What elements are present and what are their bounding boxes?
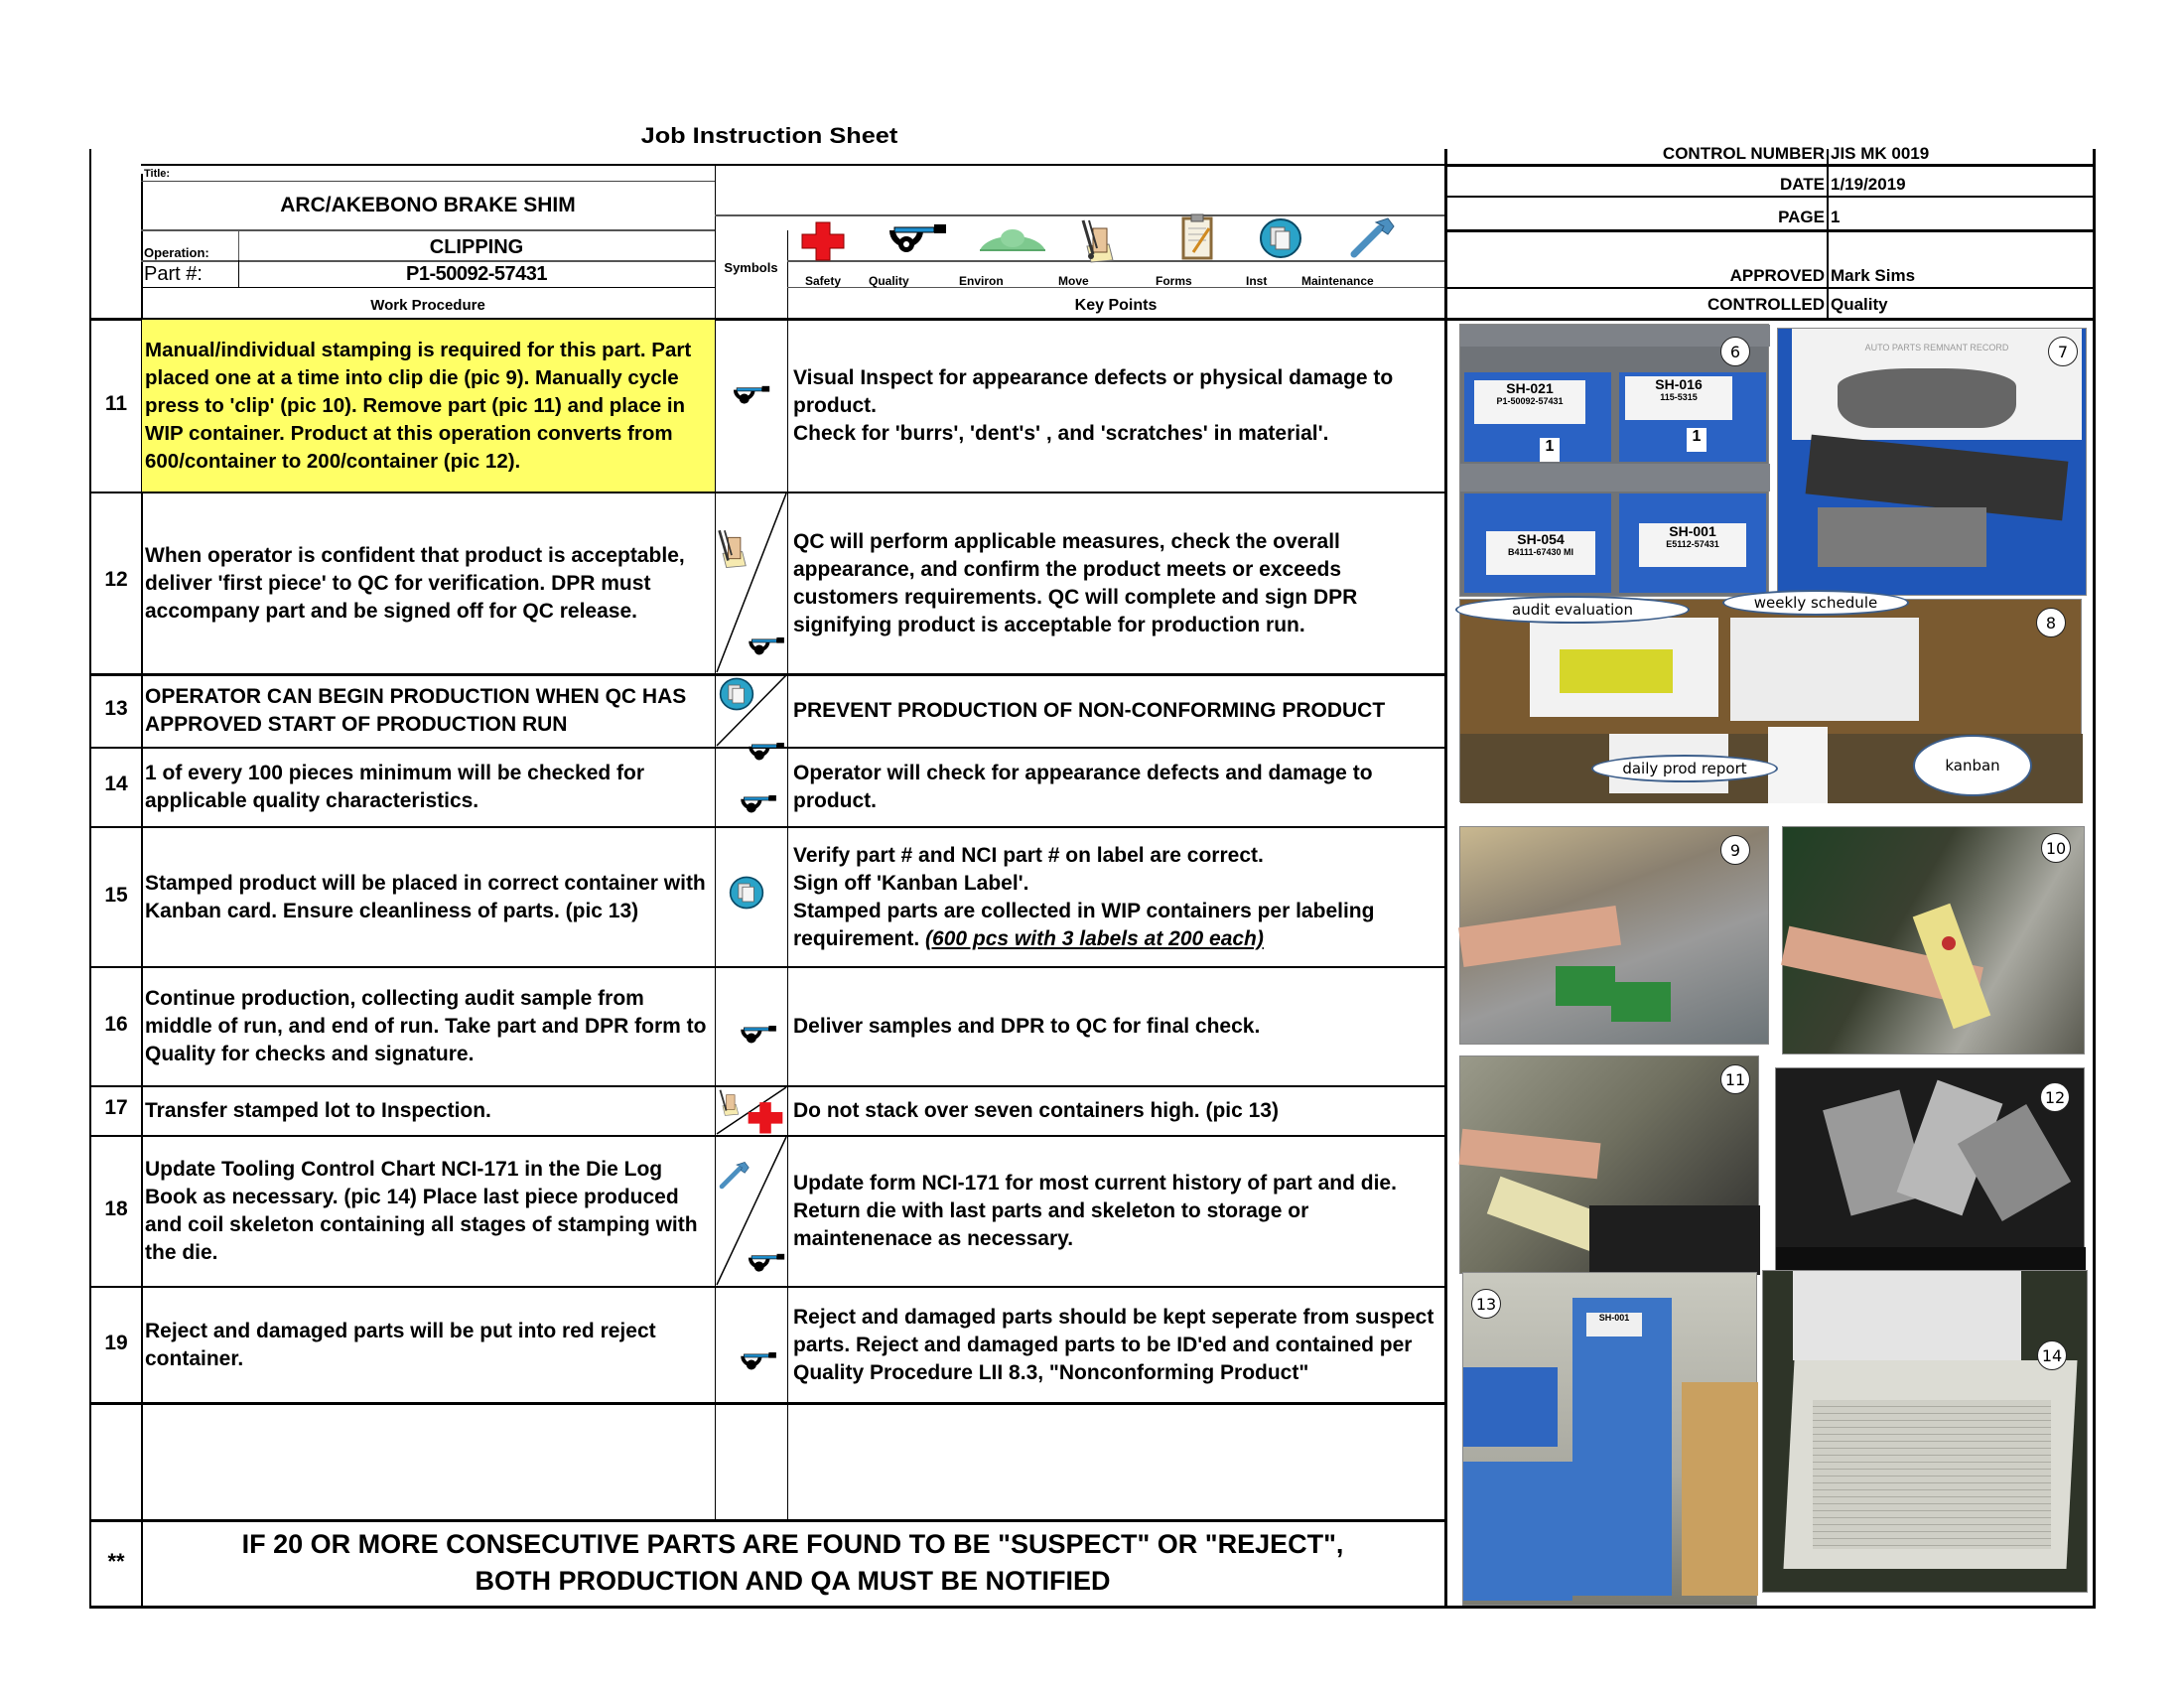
page-label: PAGE	[1778, 208, 1825, 226]
operation-label: Operation:	[144, 245, 209, 260]
step-key-points: Verify part # and NCI part # on label are correct. Sign off 'Kanban Label'. Stamped parts are collected in WIP containers per labeling requirement. (600 pcs with 3 labels at 200 each)	[793, 843, 1375, 950]
symbols-header: Symbols	[724, 260, 778, 275]
photo-11-remove-part	[1459, 1055, 1759, 1274]
photo-10-cycle-press	[1782, 826, 2085, 1055]
control-line-4	[1444, 287, 2095, 289]
maintenance-wrench-icon	[718, 1159, 751, 1193]
legend-inst-document-icon	[1259, 218, 1302, 258]
left-border	[89, 149, 91, 1609]
controlled-value: Quality	[1831, 295, 1888, 314]
row-divider-blank	[89, 1519, 1444, 1522]
photo-14-die-log-book	[1762, 1270, 2088, 1593]
photo-number-badge: 8	[2036, 608, 2066, 637]
legend-environ-leaf-icon	[978, 226, 1047, 258]
photo-number-badge: 9	[1720, 835, 1750, 865]
clipped-heading: Job Instruction Sheet	[640, 123, 898, 148]
photo-9-clip-die	[1459, 826, 1769, 1045]
footer-marker: **	[107, 1549, 125, 1574]
title-bottom-line	[141, 229, 715, 231]
footer-warning: IF 20 OR MORE CONSECUTIVE PARTS ARE FOUND TO BE "SUSPECT" OR "REJECT", BOTH PRODUCTION AND QA MUST BE NOTIFIED	[241, 1529, 1344, 1596]
step-number: 13	[104, 697, 128, 720]
step-number: 17	[104, 1096, 128, 1119]
photo-number-badge: 6	[1720, 337, 1750, 366]
step-number: 12	[104, 568, 128, 591]
control-number-label: CONTROL NUMBER	[1662, 144, 1825, 163]
work-procedure-header: Work Procedure	[370, 297, 485, 314]
quality-micrometer-icon	[747, 637, 788, 657]
legend-safety-icon	[800, 220, 846, 260]
step-number: 11	[104, 392, 128, 415]
right-panel-divider	[1444, 149, 1447, 1609]
step-number: 16	[104, 1013, 128, 1036]
step-key-points: Deliver samples and DPR to QC for final check.	[793, 1015, 1261, 1038]
operation-bottom-line	[141, 260, 715, 262]
step-key-points: QC will perform applicable measures, check the overall appearance, and confirm the product meets or exceeds customers requirements. QC will complete and sign DPR signifying product is acceptable for production run.	[793, 529, 1358, 636]
step-procedure: 1 of every 100 pieces minimum will be checked for applicable quality characteristics.	[145, 762, 645, 812]
photo-7-shims-in-bin: AUTO PARTS REMNANT RECORD 7	[1777, 328, 2087, 596]
quality-micrometer-icon	[747, 743, 788, 763]
legend-forms-clipboard-icon	[1181, 212, 1213, 260]
control-line-2	[1444, 196, 2095, 198]
callout-audit-evaluation: audit evaluation	[1455, 596, 1690, 624]
quality-micrometer-icon	[732, 385, 773, 407]
photo-number-badge: 10	[2041, 833, 2071, 863]
page-value: 1	[1831, 208, 1841, 226]
step-procedure: Continue production, collecting audit sample from middle of run, and end of run. Take part and DPR form to Quality for checks and signature.	[145, 987, 707, 1065]
right-border	[2093, 149, 2096, 1609]
step-procedure: Transfer stamped lot to Inspection.	[145, 1099, 491, 1122]
move-hand-truck-icon	[716, 528, 748, 568]
step-key-points: Reject and damaged parts should be kept seperate from suspect parts. Reject and damaged parts to be ID'ed and contained per Quality Procedure LII 8.3, "Nonconforming Product"	[793, 1305, 1434, 1384]
part-number: P1-50092-57431	[405, 263, 547, 285]
photo-number-badge: 11	[1720, 1064, 1750, 1094]
symbols-right-divider	[787, 230, 788, 1519]
step-key-points: Update form NCI-171 for most current history of part and die. Return die with last parts and skeleton to storage or maintenenace as necessary.	[793, 1172, 1397, 1250]
step-procedure: When operator is confident that product is acceptable, deliver 'first piece' to QC for verification. DPR must accompany part and be signed off for QC release.	[145, 543, 685, 623]
symbols-top-line	[715, 214, 1444, 216]
legend-label-move: Move	[1058, 274, 1089, 288]
approved-label: APPROVED	[1729, 266, 1825, 285]
legend-quality-micrometer-icon	[887, 224, 952, 256]
inst-document-icon	[729, 876, 764, 910]
photo-number-badge: 7	[2048, 337, 2078, 366]
controlled-label: CONTROLLED	[1706, 295, 1825, 314]
step-key-points: Visual Inspect for appearance defects or physical damage to product. Check for 'burrs', 'dent's' , and 'scratches' in material'.	[793, 365, 1394, 445]
legend-label-inst: Inst	[1246, 274, 1268, 288]
document-title: ARC/AKEBONO BRAKE SHIM	[280, 194, 576, 216]
callout-weekly-schedule: weekly schedule	[1722, 590, 1909, 616]
photo-13-stacked-containers: SH-001 13	[1462, 1272, 1757, 1606]
callout-kanban: kanban	[1913, 735, 2032, 796]
step-number: 15	[104, 884, 128, 907]
quality-micrometer-icon	[739, 1352, 780, 1372]
legend-label-forms: Forms	[1156, 274, 1192, 288]
title-label: Title:	[144, 168, 171, 180]
title-label-line	[141, 181, 715, 182]
legend-label-safety: Safety	[805, 274, 842, 288]
photo-number-badge: 12	[2040, 1082, 2070, 1112]
key-point-emphasis: (600 pcs with 3 labels at 200 each)	[925, 926, 1264, 950]
step-number: 14	[104, 773, 128, 795]
photo-number-badge: 14	[2037, 1340, 2067, 1370]
date-label: DATE	[1779, 175, 1825, 194]
legend-label-quality: Quality	[869, 274, 909, 288]
step-procedure: Update Tooling Control Chart NCI-171 in the Die Log Book as necessary. (pic 14) Place last piece produced and coil skeleton containing all stages of stamping with the die.	[145, 1158, 698, 1264]
photo-6-shelf-bins: SH-021 P1-50092-57431 SH-016 115-5315 SH-054 B4111-67430 MI SH-001 E5112-57431 1 1 6	[1459, 324, 1769, 597]
part-bottom-line	[141, 287, 715, 288]
inst-document-icon	[719, 677, 754, 711]
safety-cross-icon	[747, 1099, 784, 1135]
photo-12-clipped-shims	[1775, 1067, 2085, 1274]
step-procedure: Manual/individual stamping is required for this part. Part placed one at a time into clip die (pic 9). Manually cycle press to 'clip' (pic 10). Remove part (pic 11) and place in WIP container. Product at this operation converts from 600/container to 200/container (pic 12).	[145, 338, 692, 473]
legend-maintenance-wrench-icon	[1348, 216, 1398, 260]
callout-daily-prod-report: daily prod report	[1591, 755, 1778, 782]
operation-value: CLIPPING	[429, 236, 524, 258]
step-key-points: Do not stack over seven containers high. (pic 13)	[793, 1099, 1279, 1122]
quality-micrometer-icon	[739, 795, 780, 815]
legend-icons-bottom-line	[787, 260, 1444, 262]
step-procedure: Stamped product will be placed in correct container with Kanban card. Ensure cleanliness of parts. (pic 13)	[145, 871, 706, 922]
control-line-1	[1444, 164, 2095, 167]
table-bottom-line	[89, 1606, 2095, 1609]
symbols-left-divider	[715, 164, 716, 1519]
move-hand-truck-icon	[718, 1088, 740, 1116]
quality-micrometer-icon	[747, 1253, 788, 1275]
date-value: 1/19/2019	[1831, 175, 1906, 194]
step-number: 19	[104, 1332, 128, 1354]
legend-label-maintenance: Maintenance	[1301, 274, 1374, 288]
legend-label-environ: Environ	[959, 274, 1004, 288]
control-line-3	[1444, 229, 2095, 232]
key-points-header: Key Points	[1074, 297, 1158, 314]
approved-value: Mark Sims	[1831, 266, 1916, 285]
step-procedure: Reject and damaged parts will be put into red reject container.	[145, 1319, 656, 1370]
step-number: 18	[104, 1197, 128, 1220]
row-divider-19	[89, 1402, 1444, 1405]
part-label: Part #:	[144, 263, 203, 285]
legend-move-hand-truck-icon	[1079, 218, 1115, 262]
step-procedure: OPERATOR CAN BEGIN PRODUCTION WHEN QC HAS APPROVED START OF PRODUCTION RUN	[145, 685, 687, 736]
photo-number-badge: 13	[1471, 1289, 1501, 1319]
header-top-line	[141, 164, 1444, 166]
step-key-points: PREVENT PRODUCTION OF NON-CONFORMING PRODUCT	[793, 699, 1386, 722]
control-number-value: JIS MK 0019	[1831, 144, 1930, 163]
step-key-points: Operator will check for appearance defects and damage to product.	[793, 762, 1373, 812]
quality-micrometer-icon	[739, 1026, 780, 1046]
